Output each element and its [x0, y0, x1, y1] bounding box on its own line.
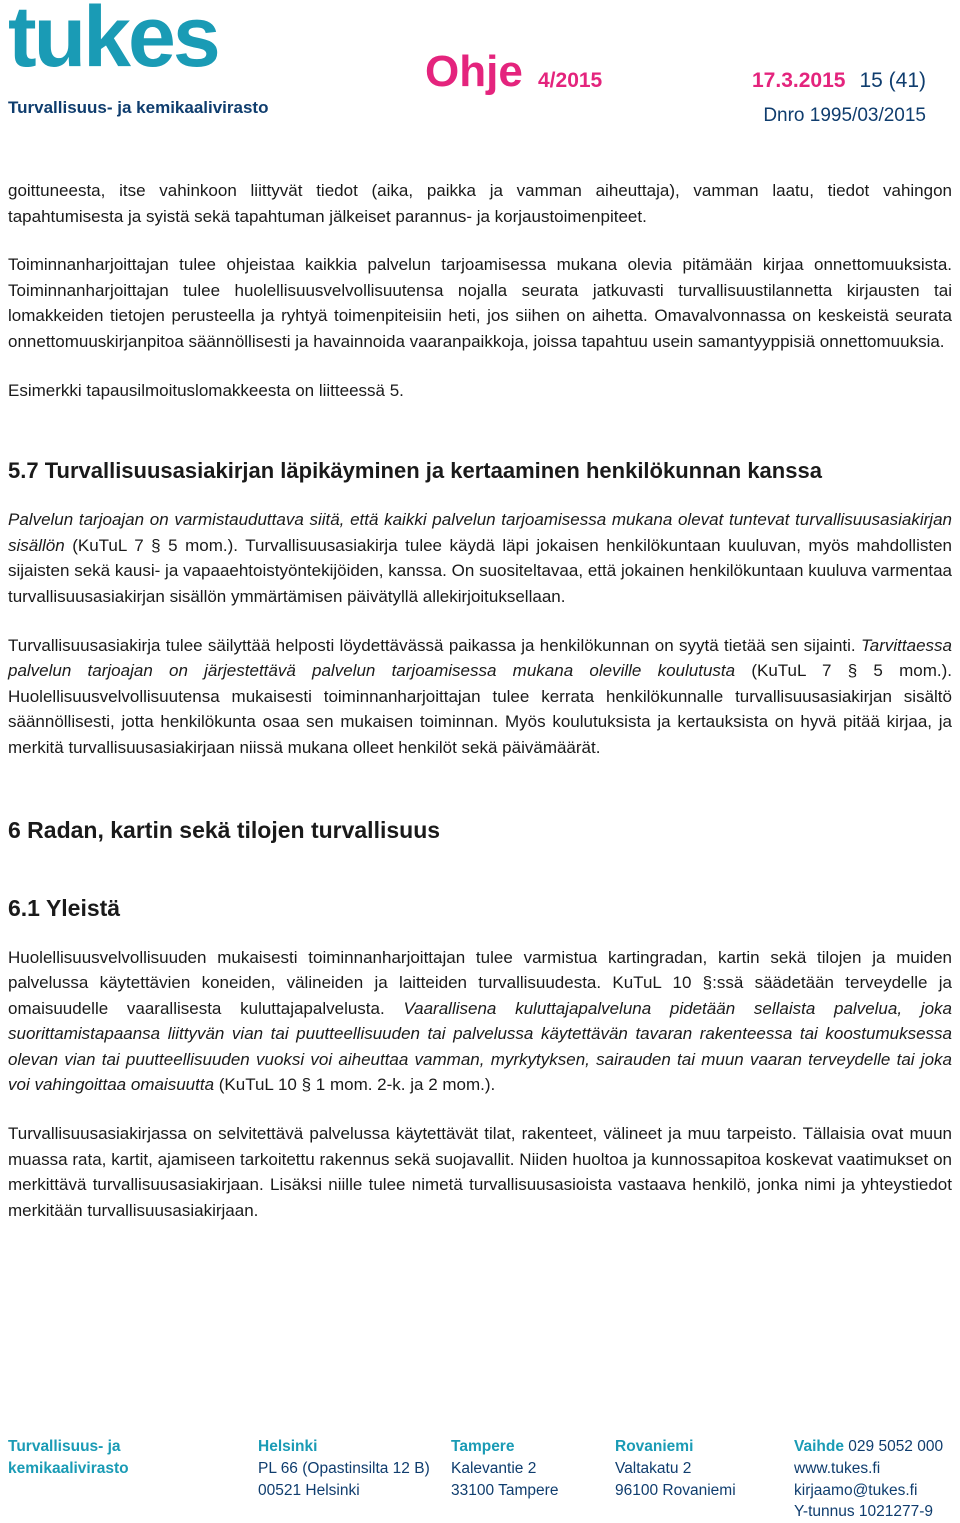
agency-name: Turvallisuus- ja kemikaalivirasto: [8, 98, 269, 117]
footer-rovaniemi: Rovaniemi Valtakatu 2 96100 Rovaniemi: [615, 1438, 736, 1499]
document-date: 17.3.2015: [752, 69, 846, 92]
section-heading-6-1: 6.1 Yleistä: [8, 894, 121, 921]
footer-helsinki: Helsinki PL 66 (Opastinsilta 12 B) 00521 Helsinki: [258, 1438, 430, 1499]
document-number: 4/2015: [538, 69, 603, 92]
paragraph: Turvallisuusasiakirjassa on selvitettävä palvelussa käytettävät tilat, rakenteet, välineet ja muu tarpeisto. Tällaisia ovat muun muassa rata, kartit, ajamiseen tarkoitettu rakennus sekä suojavallit. Niiden huoltoa ja kunnossapitoa koskevat vaatimukset on merkittävä turvallisuusasiakirjaan. Lisäksi niille tulee nimetä turvallisuusasioista vastaava henkilö, jonka nimi ja yhteystiedot merkitään turvallisuusasiakirjaan.: [8, 1124, 952, 1220]
italic-quote: Vaarallisena kuluttajapalveluna pidetään sellaista palvelua, joka suorittamistapaansa liittyvän vian tai puutteellisuuden tai palvelussa käytettävän tavaran rakenteessa tai koostumuksessa olevan vian tai puutteellisuuden vuoksi voi aiheuttaa vamman, myrkytyksen, sairauden tai muun vaaran terveydelle tai joka voi vahingoittaa omaisuutta: [8, 998, 952, 1095]
page-number: 15 (41): [859, 69, 926, 92]
italic-quote: Palvelun tarjoajan on varmistauduttava siitä, että kaikki palvelun tarjoamisessa mukana olevat tuntevat turvallisuusasiakirjan sisällön: [8, 510, 952, 555]
email-link[interactable]: kirjaamo@tukes.fi: [794, 1481, 918, 1499]
tukes-logo: tukes: [8, 0, 218, 85]
footer-agency: Turvallisuus- ja kemikaalivirasto: [8, 1438, 129, 1477]
paragraph: Esimerkki tapausilmoituslomakkeesta on liitteessä 5.: [8, 380, 404, 400]
paragraph: goittuneesta, itse vahinkoon liittyvät tiedot (aika, paikka ja vamman aiheuttaja), vamman laatu, tiedot vahingon tapahtumisesta ja syistä sekä tapahtuman jälkeiset parannus- ja korjaustoimenpiteet.: [8, 181, 952, 226]
registry-number: Dnro 1995/03/2015: [763, 105, 926, 126]
section-heading-6: 6 Radan, kartin sekä tilojen turvallisuus: [8, 816, 441, 843]
italic-quote: Tarvittaessa palvelun tarjoajan on järjestettävä palvelun tarjoamisessa mukana oleville koulutusta: [8, 635, 952, 681]
paragraph: Turvallisuusasiakirja tulee säilyttää helposti löydettävässä paikassa ja henkilökunnan on syytä tietää sen sijainti. Tarvittaessa palvelun tarjoajan on järjestettävä palvelun tarjoamisessa mukana oleville koulutusta (KuTuL 7 § 5 mom.). Huolellisuusvelvollisuutensa mukaisesti toiminnanharjoittajan tulee kerrata henkilökunnalle turvallisuusasiakirjan sisältö säännöllisesti, jotta henkilökunta osaa sen mukaisen toiminnan. Myös koulutuksista ja kertauksista on hyvä pitää kirjaa, ja merkitä turvallisuusasiakirjaan niissä mukana olleet henkilöt sekä päivämäärät.: [8, 635, 952, 757]
website-link[interactable]: www.tukes.fi: [794, 1459, 881, 1477]
footer-contact: Vaihde 029 5052 000 www.tukes.fi kirjaamo@tukes.fi Y-tunnus 1021277-9: [794, 1438, 944, 1521]
document-type: Ohje: [425, 47, 523, 96]
document-body: [8, 178, 952, 1223]
page-footer: [8, 1436, 952, 1520]
footer-tampere: Tampere Kalevantie 2 33100 Tampere: [451, 1438, 559, 1499]
paragraph: Toiminnanharjoittajan tulee ohjeistaa kaikkia palvelun tarjoamisessa mukana olevia pitämään kirjaa onnettomuuksista. Toiminnanharjoittajan tulee huolellisuusvelvollisuutensa nojalla seurata jatkuvasti turvallisuustilannetta kirjausten tai lomakkeiden tietojen perusteella ja ryhtyä toimenpiteisiin heti, jos siihen on aihetta. Omavalvonnassa on keskeistä seurata onnettomuuskirjanpitoa säännöllisesti ja havainnoida vaaranpaikkoja, joissa tapahtuu usein samantyyppisiä onnettomuuksia.: [8, 255, 952, 351]
section-heading-5-7: 5.7 Turvallisuusasiakirjan läpikäyminen ja kertaaminen henkilökunnan kanssa: [8, 458, 822, 484]
paragraph: Huolellisuusvelvollisuuden mukaisesti toiminnanharjoittajan tulee varmistua kartingradan, kartin sekä tilojen ja muiden palvelussa käytettävien koneiden, välineiden ja laitteiden turvallisuudesta. KuTuL 10 §:ssä säädetään terveydelle ja omaisuudelle vaarallisesta kuluttajapalvelusta. Vaarallisena kuluttajapalveluna pidetään sellaista palvelua, joka suorittamistapaansa liittyvän vian tai puutteellisuuden tai palvelussa käytettävän tavaran rakenteessa tai koostumuksessa olevan vian tai puutteellisuuden vuoksi voi aiheuttaa vamman, myrkytyksen, sairauden tai muun vaaran terveydelle tai joka voi vahingoittaa omaisuutta (KuTuL 10 § 1 mom. 2-k. ja 2 mom.).: [8, 947, 952, 1095]
paragraph: Palvelun tarjoajan on varmistauduttava siitä, että kaikki palvelun tarjoamisessa mukana olevat tuntevat turvallisuusasiakirjan sisällön (KuTuL 7 § 5 mom.). Turvallisuusasiakirja tulee käydä läpi jokaisen henkilökuntaan kuuluvan, myös mahdollisten sijaisten sekä kausi- ja vapaaehtoistyöntekijöiden, kanssa. On suositeltavaa, että jokainen henkilökuntaan kuuluva varmentaa turvallisuusasiakirjan sisällön ymmärtämisen päivätyllä allekirjoituksellaan.: [8, 510, 952, 606]
page-header: [0, 0, 960, 140]
